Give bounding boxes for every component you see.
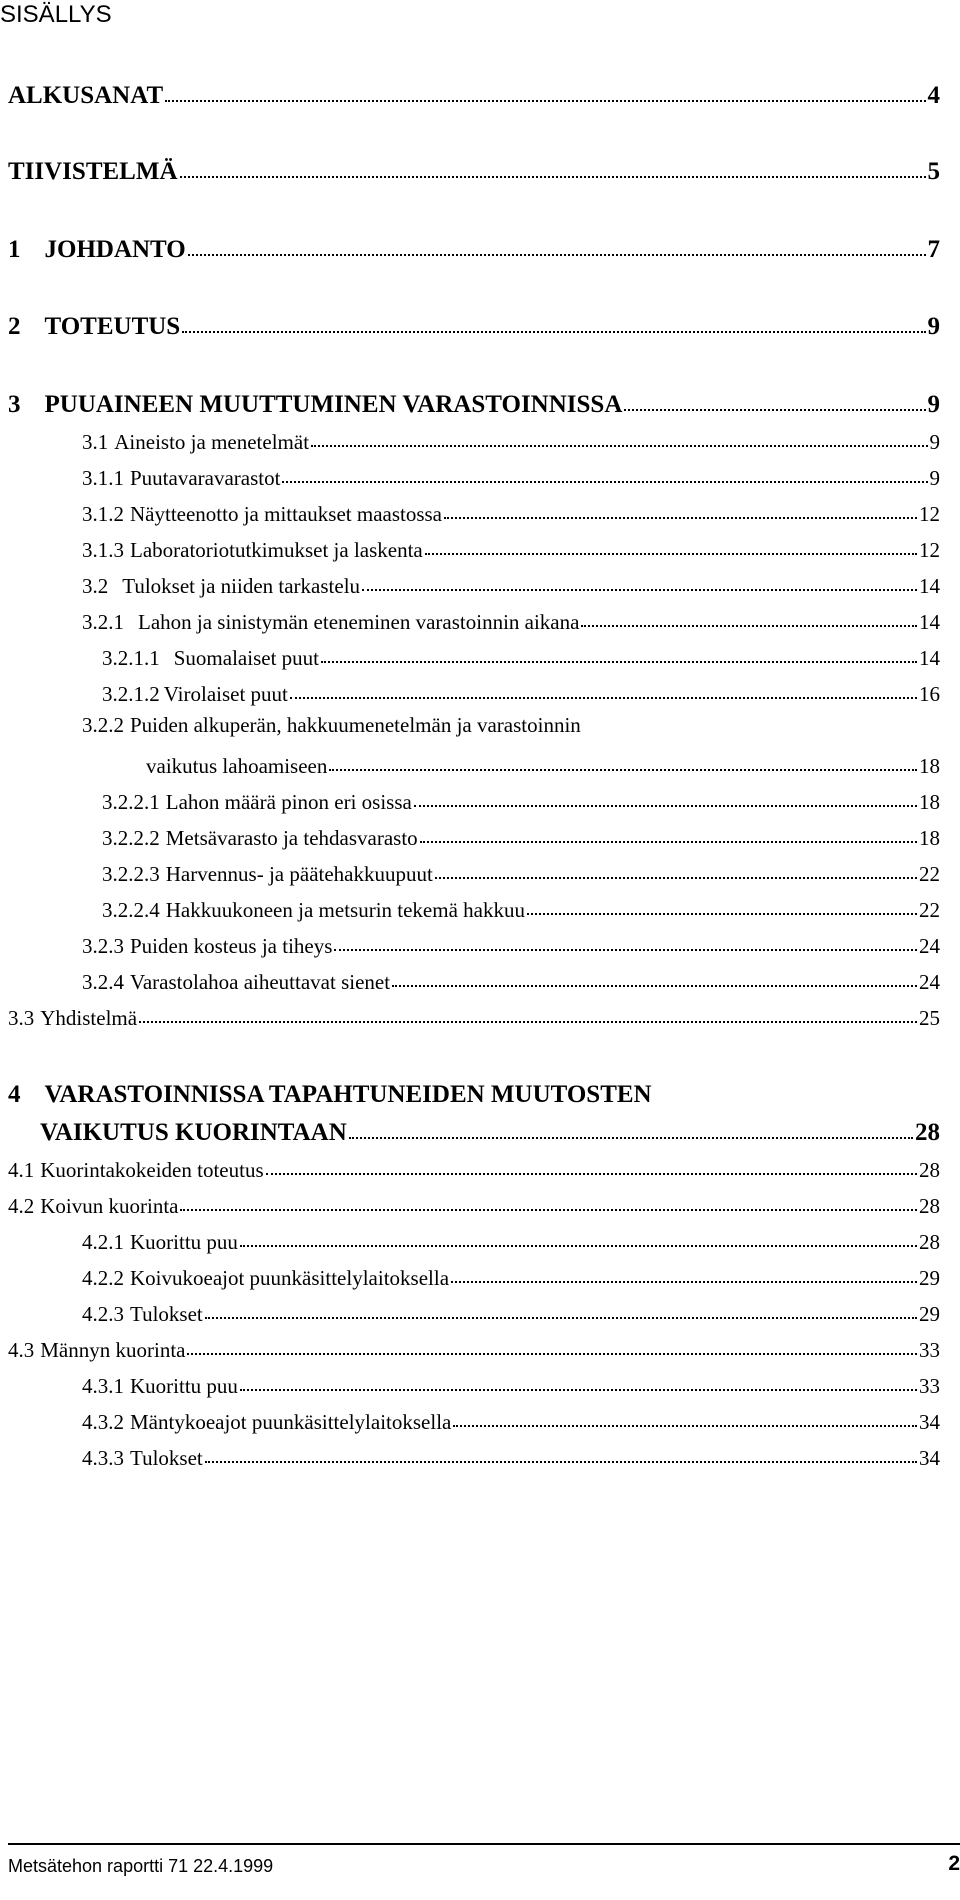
toc-page-number: 29: [919, 1266, 940, 1290]
toc-page-number: 29: [919, 1302, 940, 1326]
toc-number: 3.2.2.1: [102, 790, 160, 814]
toc-number: 4.3.3: [82, 1446, 124, 1470]
toc-title: Tulokset ja niiden tarkastelu: [122, 574, 361, 598]
dot-leader: [362, 589, 917, 591]
toc-entry-3-2[interactable]: [82, 563, 940, 599]
toc-number: 3: [8, 391, 21, 418]
toc-page-number: 24: [919, 970, 940, 994]
toc-entry-3-1-3[interactable]: [82, 527, 940, 563]
dot-leader: [187, 1353, 917, 1355]
toc-title: Kuorintakokeiden toteutus: [40, 1158, 264, 1182]
toc-number: 4.3.2: [82, 1410, 124, 1434]
toc-title-continued: VAIKUTUS KUORINTAAN: [40, 1119, 347, 1146]
toc-number: 4.2.1: [82, 1230, 124, 1254]
toc-entry-4-2-1[interactable]: [82, 1219, 940, 1255]
toc-page-number: 9: [927, 313, 940, 340]
toc-entry-3-2-1-2[interactable]: [102, 671, 940, 707]
toc-entry-3-3[interactable]: [8, 995, 940, 1031]
toc-page-number: 22: [919, 862, 940, 886]
toc-number: 3.2.4: [82, 970, 124, 994]
toc-number: 4.3: [8, 1338, 35, 1362]
dot-leader: [425, 553, 917, 555]
dot-leader: [311, 445, 927, 447]
toc-entry-3-2-2[interactable]: [146, 743, 940, 779]
toc-entry-3-2-2-4[interactable]: [102, 887, 940, 923]
toc-title: VARASTOINNISSA TAPAHTUNEIDEN MUUTOSTEN: [44, 1081, 652, 1108]
toc-entry-2[interactable]: [8, 305, 940, 341]
toc-page-number: 28: [919, 1158, 940, 1182]
toc-title: Koivun kuorinta: [40, 1194, 179, 1218]
toc-page-number: 28: [915, 1119, 940, 1146]
toc-page-number: 16: [919, 682, 940, 706]
toc-number: 3.2.1.1: [102, 646, 160, 670]
toc-page-number: 33: [919, 1338, 940, 1362]
toc-entry-4-2-2[interactable]: [82, 1255, 940, 1291]
toc-entry-tiivistelma[interactable]: [8, 150, 940, 186]
toc-title: Tulokset: [130, 1302, 203, 1326]
toc-title: ALKUSANAT: [8, 82, 164, 109]
toc-page-number: 9: [929, 466, 940, 490]
toc-page-number: 9: [929, 430, 940, 454]
toc-page-number: 18: [919, 790, 940, 814]
toc-entry-3-1[interactable]: [82, 419, 940, 455]
toc-title: Metsävarasto ja tehdasvarasto: [165, 826, 418, 850]
toc-number: 4.1: [8, 1158, 35, 1182]
dot-leader: [180, 1209, 917, 1211]
toc-number: 1: [8, 236, 21, 263]
toc-title: Kuorittu puu: [130, 1230, 238, 1254]
toc-title: Aineisto ja menetelmät: [114, 430, 310, 454]
toc-entry-3-2-2-3[interactable]: [102, 851, 940, 887]
toc-number: 3.2: [82, 574, 109, 598]
toc-entry-1[interactable]: [8, 228, 940, 264]
toc-entry-4[interactable]: [40, 1111, 940, 1147]
toc-title: Näytteenotto ja mittaukset maastossa: [130, 502, 443, 526]
toc-number: 3.1: [82, 430, 109, 454]
toc-title: Puiden kosteus ja tiheys: [130, 934, 333, 958]
toc-title: Männyn kuorinta: [40, 1338, 186, 1362]
toc-title: Hakkuukoneen ja metsurin tekemä hakkuu: [165, 898, 525, 922]
toc-entry-3-2-1-1[interactable]: [102, 635, 940, 671]
toc-page-number: 34: [919, 1446, 940, 1470]
toc-entry-4-3-2[interactable]: [82, 1399, 940, 1435]
toc-title: Lahon ja sinistymän eteneminen varastoinnin aikana: [138, 610, 580, 634]
toc-page-number: 5: [927, 158, 940, 185]
dot-leader: [266, 1173, 917, 1175]
toc-title: Tulokset: [130, 1446, 203, 1470]
toc-title: Varastolahoa aiheuttavat sienet: [130, 970, 391, 994]
dot-leader: [624, 409, 925, 411]
toc-number: 3.2.1: [82, 610, 124, 634]
dot-leader: [182, 331, 925, 333]
dot-leader: [205, 1317, 917, 1319]
toc-entry-3[interactable]: [8, 383, 940, 419]
toc-title: Virolaiset puut: [163, 682, 288, 706]
toc-title: TOTEUTUS: [44, 313, 181, 340]
dot-leader: [165, 100, 925, 102]
toc-entry-4-line1: [8, 1081, 652, 1109]
toc-page-number: 12: [919, 502, 940, 526]
toc-title: PUUAINEEN MUUTTUMINEN VARASTOINNISSA: [44, 391, 623, 418]
dot-leader: [290, 697, 917, 699]
toc-number: 4.2.2: [82, 1266, 124, 1290]
toc-title: Laboratoriotutkimukset ja laskenta: [130, 538, 423, 562]
toc-entry-3-2-1[interactable]: [82, 599, 940, 635]
dot-leader: [139, 1021, 917, 1023]
toc-title: Puutavaravarastot: [130, 466, 281, 490]
dot-leader: [451, 1281, 917, 1283]
toc-entry-4-2-3[interactable]: [82, 1291, 940, 1327]
dot-leader: [581, 625, 917, 627]
toc-entry-3-1-1[interactable]: [82, 455, 940, 491]
toc-page-number: 28: [919, 1194, 940, 1218]
toc-title-continued: vaikutus lahoamiseen: [146, 754, 328, 778]
toc-entry-3-1-2[interactable]: [82, 491, 940, 527]
toc-page-number: 14: [919, 610, 940, 634]
footer-page-number: 2: [948, 1852, 960, 1875]
toc-page-number: 18: [919, 754, 940, 778]
toc-number: 3.2.2.4: [102, 898, 160, 922]
toc-page-number: 18: [919, 826, 940, 850]
dot-leader: [414, 805, 917, 807]
toc-page-number: 22: [919, 898, 940, 922]
dot-leader: [240, 1389, 917, 1391]
toc-entry-3-2-2-line1: [82, 713, 581, 738]
dot-leader: [180, 176, 926, 178]
dot-leader: [205, 1461, 917, 1463]
toc-page-number: 34: [919, 1410, 940, 1434]
toc-page-number: 24: [919, 934, 940, 958]
toc-number: 3.3: [8, 1006, 35, 1030]
page-heading: SISÄLLYS: [0, 1, 112, 28]
toc-page-number: 28: [919, 1230, 940, 1254]
toc-entry-4-3-1[interactable]: [82, 1363, 940, 1399]
dot-leader: [321, 661, 917, 663]
dot-leader: [329, 769, 917, 771]
toc-title: Suomalaiset puut: [173, 646, 319, 670]
toc-entry-3-2-3[interactable]: [82, 923, 940, 959]
toc-page-number: 9: [927, 391, 940, 418]
toc-number: 3.2.2: [82, 713, 124, 737]
toc-page-number: 33: [919, 1374, 940, 1398]
toc-number: 3.2.1.2: [102, 682, 160, 706]
toc-title: JOHDANTO: [44, 236, 186, 263]
dot-leader: [349, 1137, 913, 1139]
dot-leader: [444, 517, 917, 519]
toc-title: Yhdistelmä: [40, 1006, 138, 1030]
footer-report-info: Metsätehon raportti 71 22.4.1999: [8, 1856, 274, 1876]
toc-number: 3.2.3: [82, 934, 124, 958]
toc-page-number: 14: [919, 574, 940, 598]
toc-title: Koivukoeajot puunkäsittelylaitoksella: [130, 1266, 450, 1290]
toc-title: Harvennus- ja päätehakkuupuut: [165, 862, 433, 886]
toc-number: 3.1.2: [82, 502, 124, 526]
toc-number: 4.2: [8, 1194, 35, 1218]
toc-entry-3-2-4[interactable]: [82, 959, 940, 995]
toc-page-number: 25: [919, 1006, 940, 1030]
dot-leader: [453, 1425, 917, 1427]
toc-number: 3.2.2.2: [102, 826, 160, 850]
toc-number: 3.1.1: [82, 466, 124, 490]
dot-leader: [188, 254, 926, 256]
toc-page-number: 7: [927, 236, 940, 263]
toc-number: 4.2.3: [82, 1302, 124, 1326]
toc-entry-4-2[interactable]: [8, 1183, 940, 1219]
toc-number: 2: [8, 313, 21, 340]
dot-leader: [334, 949, 917, 951]
toc-number: 3.2.2.3: [102, 862, 160, 886]
toc-number: 3.1.3: [82, 538, 124, 562]
footer-rule: [8, 1843, 960, 1845]
toc-title: Kuorittu puu: [130, 1374, 238, 1398]
toc-number: 4.3.1: [82, 1374, 124, 1398]
toc-title: TIIVISTELMÄ: [8, 158, 178, 185]
dot-leader: [435, 877, 917, 879]
toc-number: 4: [8, 1081, 21, 1108]
toc-entry-4-3[interactable]: [8, 1327, 940, 1363]
toc-page-number: 12: [919, 538, 940, 562]
toc-title: Lahon määrä pinon eri osissa: [165, 790, 412, 814]
dot-leader: [240, 1245, 917, 1247]
toc-entry-4-1[interactable]: [8, 1147, 940, 1183]
toc-entry-3-2-2-2[interactable]: [102, 815, 940, 851]
dot-leader: [282, 481, 927, 483]
toc-title: Puiden alkuperän, hakkuumenetelmän ja varastoinnin: [130, 713, 581, 737]
toc-entry-alkusanat[interactable]: [8, 74, 940, 110]
page-footer: [8, 1850, 960, 1884]
toc-page-number: 14: [919, 646, 940, 670]
toc-title: Mäntykoeajot puunkäsittelylaitoksella: [130, 1410, 452, 1434]
toc-page-number: 4: [927, 82, 940, 109]
toc-entry-4-3-3[interactable]: [82, 1435, 940, 1471]
dot-leader: [420, 841, 917, 843]
dot-leader: [527, 913, 917, 915]
dot-leader: [392, 985, 917, 987]
toc-entry-3-2-2-1[interactable]: [102, 779, 940, 815]
